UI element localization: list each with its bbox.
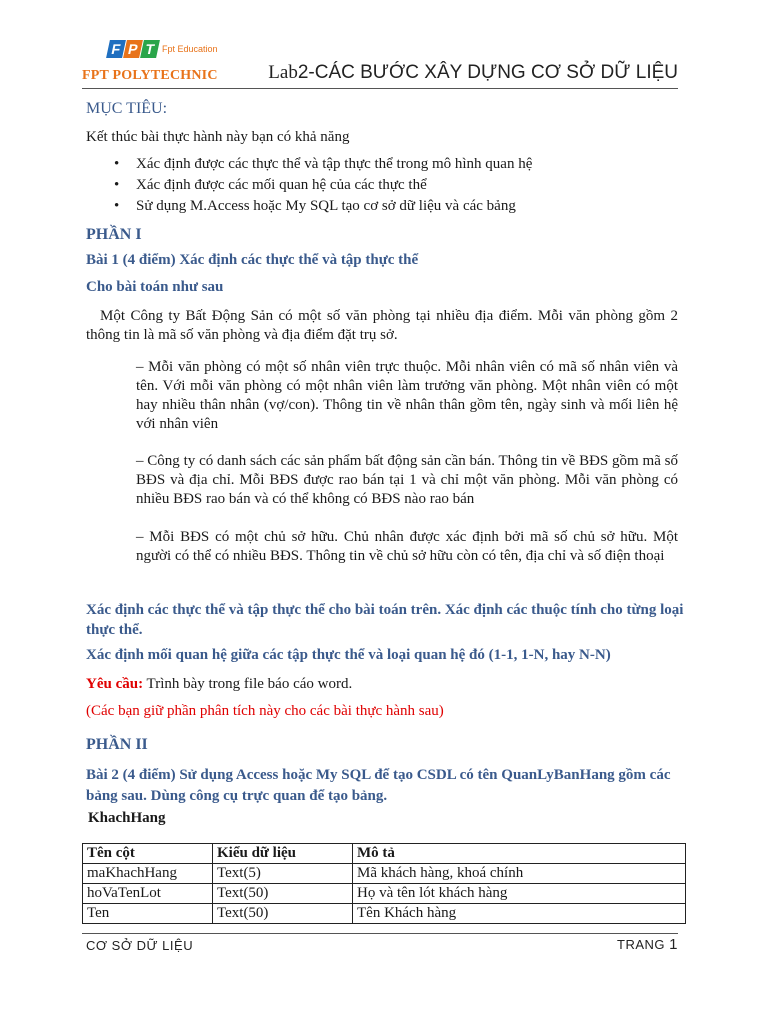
lab-title-text: 2-CÁC BƯỚC XÂY DỰNG CƠ SỞ DỮ LIỆU — [297, 62, 678, 83]
problem-para-1: – Mỗi văn phòng có một số nhân viên trực thuộc. Mỗi nhân viên có mã số nhân viên và tên. Với mỗi văn phòng có một nhân viên làm trưởng văn phòng. Một nhân viên có một hay nhiều thân nhân (vợ/con). Thông tin về nhân thân gồm tên, ngày sinh và mối liên hệ với nhân viên — [136, 359, 678, 432]
part1-note: (Các bạn giữ phần phân tích này cho các bài thực hành sau) — [86, 703, 444, 719]
table-cell: maKhachHang — [83, 864, 213, 884]
objectives-list — [106, 154, 666, 217]
objective-item: • Sử dụng M.Access hoặc My SQL tạo cơ sở dữ liệu và các bảng — [106, 196, 666, 217]
header-divider — [82, 88, 678, 89]
table-cell: Text(50) — [213, 884, 353, 904]
fpt-logo — [108, 38, 228, 72]
school-name: FPT POLYTECHNIC — [82, 68, 218, 83]
footer-page — [617, 936, 678, 953]
table-cell: Mã khách hàng, khoá chính — [353, 864, 686, 884]
exercise2-title: Bài 2 (4 điểm) Sử dụng Access hoặc My SQL để tạo CSDL có tên QuanLyBanHang gồm các bảng sau. Dùng công cụ trực quan để tạo bảng. — [86, 767, 671, 804]
requirement-label: Yêu cầu: — [86, 676, 144, 692]
lab-prefix: Lab — [268, 62, 298, 83]
khachhang-table — [82, 843, 686, 924]
column-header: Mô tả — [353, 844, 686, 864]
requirement — [86, 675, 352, 694]
requirement-text: Trình bày trong file báo cáo word. — [143, 676, 353, 692]
task-1: Xác định các thực thể và tập thực thể cho bài toán trên. Xác định các thuộc tính cho từng loại thực thể. — [86, 602, 684, 638]
problem-intro: Một Công ty Bất Động Sản có một số văn phòng tại nhiều địa điểm. Mỗi văn phòng gồm 2 thông tin là mã số văn phòng và địa điểm đặt trụ sở. — [86, 308, 678, 343]
problem-label: Cho bài toán như sau — [86, 279, 224, 295]
table-cell: Ten — [83, 904, 213, 924]
lab-title — [268, 62, 678, 84]
table-cell: Họ và tên lót khách hàng — [353, 884, 686, 904]
problem-para-2: – Công ty có danh sách các sản phẩm bất động sản cần bán. Thông tin về BĐS gồm mã số BĐS và địa chỉ. Mỗi BĐS được rao bán tại 1 và chỉ một văn phòng. Mỗi văn phòng có nhiều BĐS rao bán và có thể không có BĐS nào rao bán — [136, 453, 678, 507]
table-row — [83, 864, 686, 884]
footer-page-label: TRANG — [617, 937, 666, 952]
table-row — [83, 904, 686, 924]
table-cell: Text(5) — [213, 864, 353, 884]
exercise1-title: Bài 1 (4 điểm) Xác định các thực thể và tập thực thể — [86, 252, 419, 268]
objectives-intro: Kết thúc bài thực hành này bạn có khả năng — [86, 129, 350, 145]
footer-divider — [82, 933, 678, 934]
table-cell: Tên Khách hàng — [353, 904, 686, 924]
table-row — [83, 884, 686, 904]
logo-letter-p: P — [123, 40, 143, 58]
table-name: KhachHang — [88, 810, 166, 826]
part1-heading: PHẦN I — [86, 226, 142, 243]
footer-course: CƠ SỞ DỮ LIỆU — [86, 938, 194, 953]
objectives-heading: MỤC TIÊU: — [86, 100, 168, 117]
problem-para-3: – Mỗi BĐS có một chủ sở hữu. Chủ nhân được xác định bởi mã số chủ sở hữu. Một người có thể có nhiều BĐS. Thông tin về chủ sở hữu còn có tên, địa chỉ và số điện thoại — [136, 529, 678, 564]
table-header-row — [83, 844, 686, 864]
task-2: Xác định mối quan hệ giữa các tập thực thể và loại quan hệ đó (1-1, 1-N, hay N-N) — [86, 647, 611, 663]
part2-heading: PHẦN II — [86, 736, 148, 753]
table-cell: Text(50) — [213, 904, 353, 924]
column-header: Kiểu dữ liệu — [213, 844, 353, 864]
objective-item: • Xác định được các mối quan hệ của các thực thể — [106, 175, 666, 196]
logo-letter-f: F — [106, 40, 126, 58]
logo-tagline: Fpt Education — [162, 44, 218, 54]
table-cell: hoVaTenLot — [83, 884, 213, 904]
objective-item: • Xác định được các thực thể và tập thực thể trong mô hình quan hệ — [106, 154, 666, 175]
footer-page-number: 1 — [669, 936, 678, 953]
logo-letter-t: T — [140, 40, 160, 58]
column-header: Tên cột — [83, 844, 213, 864]
